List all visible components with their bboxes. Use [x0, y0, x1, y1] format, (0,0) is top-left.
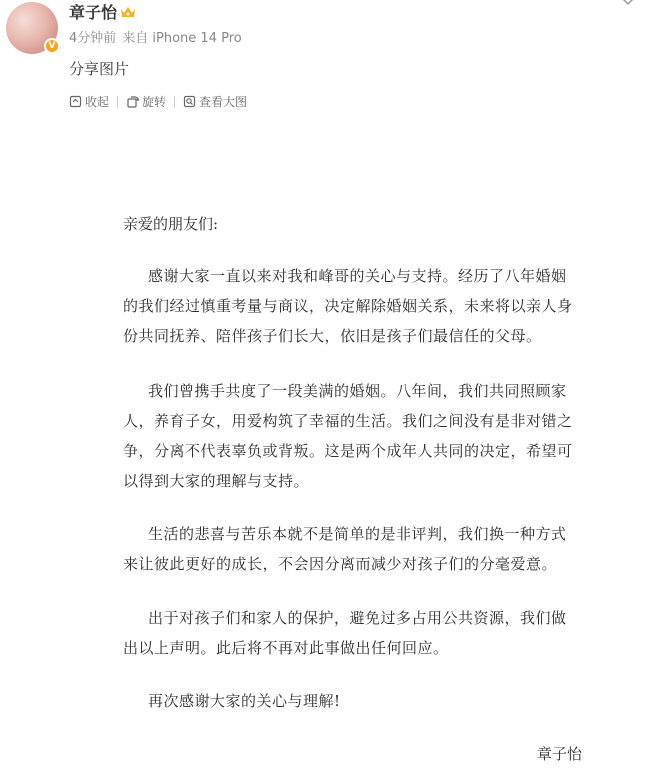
post-meta	[69, 30, 242, 48]
letter-signature: 章子怡	[537, 745, 583, 763]
username[interactable]: 章子怡	[69, 3, 118, 22]
verified-badge-icon: V	[44, 38, 60, 54]
post-source[interactable]: 来自 iPhone 14 Pro	[122, 31, 242, 46]
view-large-label: 查看大图	[199, 95, 248, 109]
post-header	[0, 0, 646, 130]
letter-greeting: 亲爱的朋友们:	[123, 215, 219, 233]
crown-icon	[120, 5, 136, 19]
collapse-button[interactable]	[69, 93, 109, 110]
view-large-button[interactable]	[183, 93, 247, 110]
collapse-label: 收起	[85, 95, 110, 109]
letter-line: 人，养育子女，用爱构筑了幸福的生活。我们之间没有是非对错之	[123, 412, 573, 430]
letter-line: 来让彼此更好的成长，不会因分离而减少对孩子们的分毫爱意。	[123, 555, 558, 573]
letter-line: 的我们经过慎重考量与商议，决定解除婚姻关系，未来将以亲人身	[123, 297, 573, 315]
letter-line: 生活的悲喜与苦乐本就不是简单的是非评判，我们换一种方式	[148, 525, 567, 543]
post-time: 4分钟前	[69, 31, 117, 46]
rotate-label: 旋转	[142, 95, 167, 109]
letter-line: 我们曾携手共度了一段美满的婚姻。八年间，我们共同照顾家	[148, 382, 567, 400]
letter-line: 份共同抚养、陪伴孩子们长大，依旧是孩子们最信任的父母。	[123, 327, 542, 345]
divider	[174, 96, 175, 108]
post-text: 分享图片	[69, 60, 130, 78]
image-actions	[69, 93, 247, 110]
collapse-icon	[69, 95, 82, 108]
letter-line: 再次感谢大家的关心与理解!	[148, 692, 341, 710]
letter-line: 争，分离不代表辜负或背叛。这是两个成年人共同的决定，希望可	[123, 442, 573, 460]
letter-line: 感谢大家一直以来对我和峰哥的关心与支持。经历了八年婚姻	[148, 267, 567, 285]
letter-line: 以得到大家的理解与支持。	[123, 472, 310, 490]
zoom-icon	[183, 95, 196, 108]
chevron-down-icon[interactable]	[620, 0, 636, 6]
letter-line: 出以上声明。此后将不再对此事做出任何回应。	[123, 639, 449, 657]
shared-image-letter[interactable]	[0, 130, 646, 767]
letter-line: 出于对孩子们和家人的保护，避免过多占用公共资源，我们做	[148, 609, 567, 627]
rotate-button[interactable]	[126, 93, 166, 110]
divider	[117, 96, 118, 108]
rotate-icon	[126, 95, 139, 108]
